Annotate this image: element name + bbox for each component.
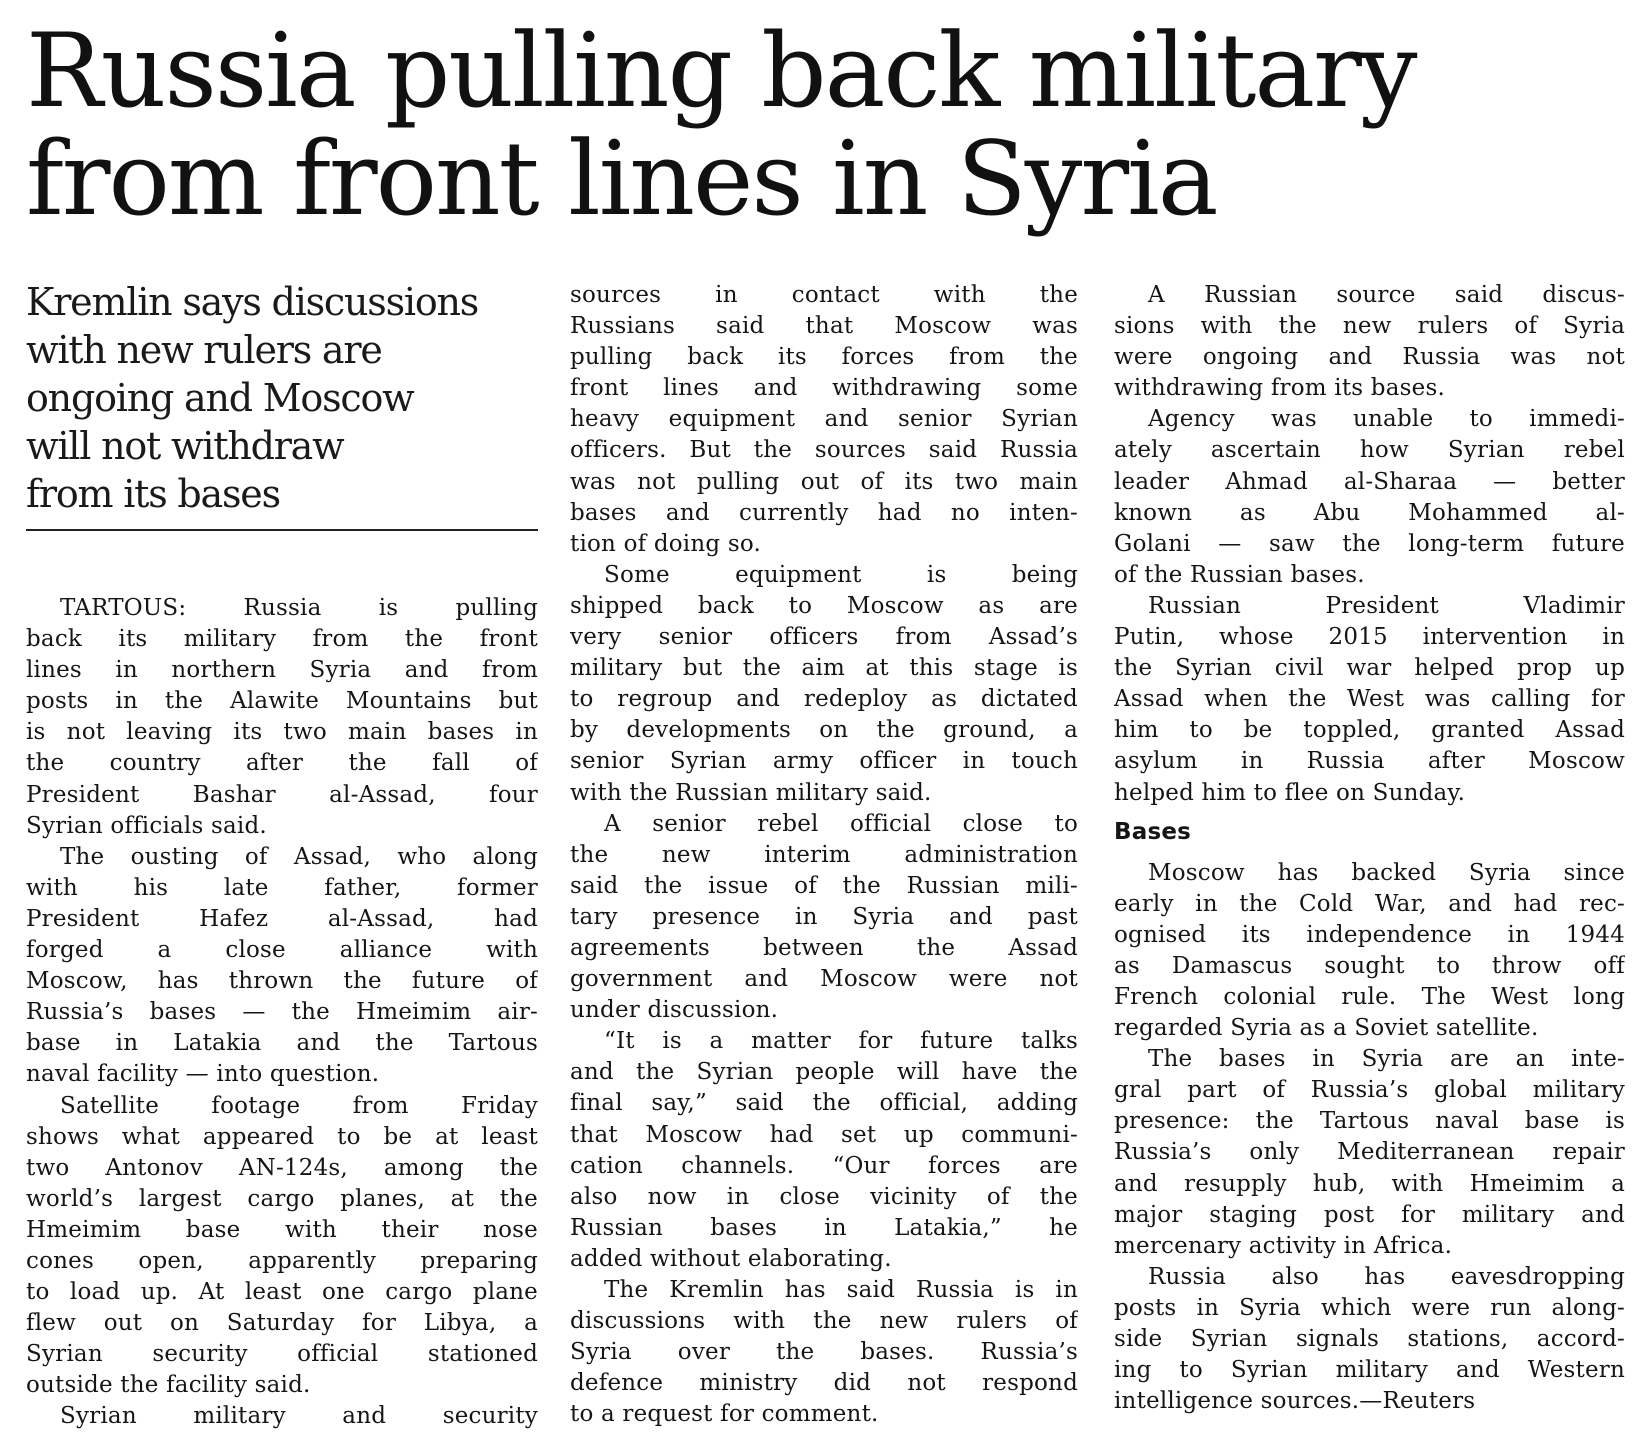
body-text-line: Satellite footage from Friday — [60, 1092, 538, 1119]
body-text-line: major staging post for military and — [1114, 1201, 1625, 1228]
body-text-line: and the Syrian people will have the — [570, 1059, 1078, 1086]
body-text-line: Russia’s only Mediterranean repair — [1114, 1139, 1625, 1166]
body-text-line: tion of doing so. — [570, 530, 761, 557]
body-text-line: outside the facility said. — [26, 1372, 311, 1399]
body-text-line: to a request for comment. — [570, 1401, 879, 1428]
body-text-line: Russian President Vladimir — [1148, 592, 1625, 619]
body-text-line: TARTOUS: Russia is pulling — [60, 595, 538, 621]
body-text-line: Russians said that Moscow was — [570, 313, 1078, 340]
body-text-line: Russia’s bases — the Hmeimim air- — [26, 999, 538, 1026]
headline-line: from front lines in Syria — [26, 120, 1217, 239]
body-text-line: by developments on the ground, a — [570, 717, 1078, 744]
body-text-line: known as Abu Mohammed al- — [1114, 499, 1625, 526]
body-text-line: with his late father, former — [26, 874, 538, 901]
body-text-line: “It is a matter for future talks — [604, 1028, 1078, 1055]
body-text-line: mercenary activity in Africa. — [1114, 1232, 1453, 1259]
body-text-line: shipped back to Moscow as are — [570, 592, 1078, 619]
body-text-line: world’s largest cargo planes, at the — [26, 1185, 538, 1212]
body-text-line: posts in the Alawite Mountains but — [26, 688, 538, 715]
body-text-line: very senior officers from Assad’s — [570, 624, 1078, 651]
deck-line: ongoing and Moscow — [26, 376, 414, 420]
body-text-line: The Kremlin has said Russia is in — [604, 1277, 1078, 1303]
headline — [26, 12, 1626, 239]
body-text-line: ognised its independence in 1944 — [1114, 921, 1625, 948]
body-text-line: officers. But the sources said Russia — [570, 437, 1078, 464]
deck-line: from its bases — [26, 472, 280, 516]
body-text-line: him to be toppled, granted Assad — [1114, 717, 1625, 744]
body-text-line: President Hafez al-Assad, had — [26, 905, 538, 932]
body-text-line: defence ministry did not respond — [570, 1370, 1078, 1397]
article-column-2 — [570, 280, 1078, 1430]
body-text-line: Syrian military and security — [60, 1403, 538, 1430]
body-text-line: lines in northern Syria and from — [26, 657, 538, 684]
body-text-line: to regroup and redeploy as dictated — [570, 686, 1078, 713]
body-text-line: Russia also has eavesdropping — [1148, 1263, 1625, 1290]
body-text-line: base in Latakia and the Tartous — [26, 1030, 538, 1057]
body-text-line: pulling back its forces from the — [570, 344, 1078, 371]
body-text-line: to load up. At least one cargo plane — [26, 1279, 538, 1306]
body-text-line: helped him to flee on Sunday. — [1114, 779, 1466, 806]
body-text-line: and resupply hub, with Hmeimim a — [1114, 1170, 1625, 1197]
body-text-line: is not leaving its two main bases in — [26, 719, 538, 746]
body-text-line: the Syrian civil war helped prop up — [1114, 655, 1625, 682]
body-text-line: regarded Syria as a Soviet satellite. — [1114, 1015, 1539, 1042]
body-text-line: front lines and withdrawing some — [570, 375, 1078, 402]
body-text-line: naval facility — into question. — [26, 1061, 380, 1088]
body-text-line: under discussion. — [570, 997, 779, 1024]
body-text-line: Moscow has backed Syria since — [1148, 859, 1625, 886]
body-text-line: final say,” said the official, adding — [570, 1090, 1078, 1117]
body-text-line: shows what appeared to be at least — [26, 1123, 538, 1150]
article-column-1 — [26, 593, 538, 1433]
body-text-line: back its military from the front — [26, 626, 538, 653]
body-text-line: ing to Syrian military and Western — [1114, 1357, 1625, 1384]
body-text-line: A senior rebel official close to — [604, 810, 1078, 837]
body-text-line: asylum in Russia after Moscow — [1114, 748, 1625, 775]
body-text-line: side Syrian signals stations, accord- — [1114, 1326, 1625, 1352]
section-subhead: Bases — [1114, 818, 1192, 845]
body-text-line: senior Syrian army officer in touch — [570, 748, 1078, 775]
body-text-line: as Damascus sought to throw off — [1114, 952, 1625, 979]
body-text-line: intelligence sources.—Reuters — [1114, 1388, 1476, 1415]
headline-line: Russia pulling back military — [26, 12, 1416, 131]
body-text-line: Putin, whose 2015 intervention in — [1114, 624, 1625, 651]
body-text-line: discussions with the new rulers of — [570, 1308, 1078, 1335]
body-text-line: heavy equipment and senior Syrian — [570, 406, 1078, 433]
body-text-line: tary presence in Syria and past — [570, 903, 1078, 930]
body-text-line: ately ascertain how Syrian rebel — [1114, 437, 1625, 464]
body-text-line: The bases in Syria are an inte- — [1148, 1046, 1625, 1073]
deck-line: with new rulers are — [26, 328, 382, 372]
body-text-line: Syrian officials said. — [26, 812, 267, 839]
body-text-line: Russian bases in Latakia,” he — [570, 1214, 1078, 1241]
body-text-line: French colonial rule. The West long — [1114, 983, 1625, 1010]
body-text-line: flew out on Saturday for Libya, a — [26, 1310, 538, 1337]
body-text-line: the new interim administration — [570, 841, 1078, 868]
body-text-line: cones open, apparently preparing — [26, 1247, 538, 1274]
body-text-line: Assad when the West was calling for — [1114, 686, 1625, 713]
body-text-line: Syrian security official stationed — [26, 1341, 538, 1368]
body-text-line: the country after the fall of — [26, 750, 538, 777]
body-text-line: withdrawing from its bases. — [1114, 375, 1445, 402]
article-column-3 — [1114, 280, 1625, 1417]
body-text-line: gral part of Russia’s global military — [1114, 1077, 1625, 1104]
body-text-line: presence: the Tartous naval base is — [1114, 1108, 1625, 1135]
body-text-line: were ongoing and Russia was not — [1114, 344, 1625, 371]
body-text-line: of the Russian bases. — [1114, 561, 1365, 588]
body-text-line: A Russian source said discus- — [1148, 282, 1625, 308]
body-text-line: bases and currently had no inten- — [570, 499, 1078, 526]
body-text-line: two Antonov AN-124s, among the — [26, 1154, 538, 1181]
body-text-line: said the issue of the Russian mili- — [570, 872, 1078, 899]
body-text-line: early in the Cold War, and had rec- — [1114, 890, 1625, 917]
body-text-line: Syria over the bases. Russia’s — [570, 1339, 1078, 1366]
body-text-line: sions with the new rulers of Syria — [1114, 313, 1625, 340]
body-text-line: President Bashar al-Assad, four — [26, 781, 538, 808]
body-text-line: forged a close alliance with — [26, 937, 538, 964]
body-text-line: sources in contact with the — [570, 282, 1078, 308]
body-text-line: military but the aim at this stage is — [570, 655, 1078, 682]
body-text-line: Agency was unable to immedi- — [1148, 406, 1625, 433]
body-text-line: The ousting of Assad, who along — [60, 843, 538, 870]
body-text-line: that Moscow had set up communi- — [570, 1121, 1078, 1148]
deck-line: will not withdraw — [26, 424, 344, 468]
body-text-line: also now in close vicinity of the — [570, 1183, 1078, 1210]
body-text-line: was not pulling out of its two main — [570, 468, 1078, 495]
subheadline-deck — [26, 278, 541, 518]
body-text-line: Golani — saw the long-term future — [1114, 530, 1625, 557]
body-text-line: Some equipment is being — [604, 561, 1078, 588]
deck-divider — [26, 529, 538, 531]
body-text-line: added without elaborating. — [570, 1245, 892, 1272]
body-text-line: agreements between the Assad — [570, 934, 1078, 961]
body-text-line: leader Ahmad al-Sharaa — better — [1114, 468, 1625, 495]
body-text-line: government and Moscow were not — [570, 966, 1078, 993]
body-text-line: posts in Syria which were run along- — [1114, 1294, 1625, 1321]
body-text-line: cation channels. “Our forces are — [570, 1152, 1078, 1179]
body-text-line: Moscow, has thrown the future of — [26, 968, 538, 995]
body-text-line: Hmeimim base with their nose — [26, 1216, 538, 1243]
body-text-line: with the Russian military said. — [570, 779, 932, 806]
deck-line: Kremlin says discussions — [26, 280, 479, 324]
